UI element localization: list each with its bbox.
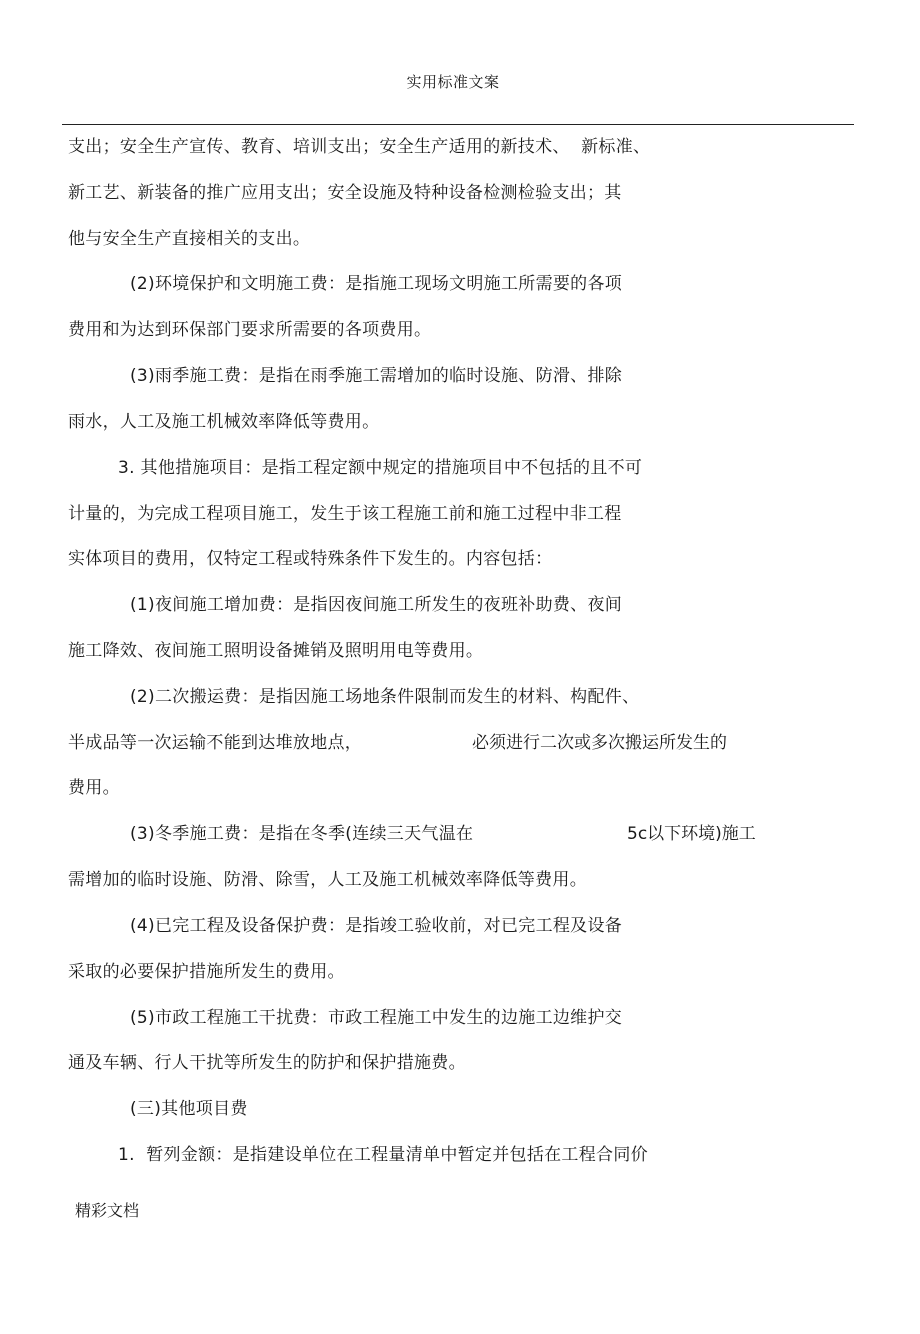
body-line-continuation: 必须进行二次或多次搬运所发生的 bbox=[472, 733, 727, 753]
body-line: (2)环境保护和文明施工费：是指施工现场文明施工所需要的各项 bbox=[130, 274, 623, 294]
body-line: 半成品等一次运输不能到达堆放地点， bbox=[68, 733, 363, 753]
body-line: 计量的，为完成工程项目施工，发生于该工程施工前和施工过程中非工程 bbox=[68, 504, 622, 524]
body-line: 需增加的临时设施、防滑、除雪，人工及施工机械效率降低等费用。 bbox=[68, 870, 587, 890]
body-line: (1)夜间施工增加费：是指因夜间施工所发生的夜班补助费、夜间 bbox=[130, 595, 623, 615]
body-line: 费用。 bbox=[68, 778, 120, 798]
page-header-title: 实用标准文案 bbox=[406, 73, 500, 91]
body-line: (4)已完工程及设备保护费：是指竣工验收前，对已完工程及设备 bbox=[130, 916, 623, 936]
body-line: 实体项目的费用，仅特定工程或特殊条件下发生的。内容包括： bbox=[68, 549, 553, 569]
page-footer: 精彩文档 bbox=[75, 1201, 140, 1220]
body-line: 他与安全生产直接相关的支出。 bbox=[68, 229, 311, 249]
body-line: 施工降效、夜间施工照明设备摊销及照明用电等费用。 bbox=[68, 641, 484, 661]
body-line: 通及车辆、行人干扰等所发生的防护和保护措施费。 bbox=[68, 1053, 466, 1073]
body-line: 支出；安全生产宣传、教育、培训支出；安全生产适用的新技术、 新标准、 bbox=[68, 137, 651, 157]
section-heading: (三)其他项目费 bbox=[130, 1099, 248, 1119]
body-line: 费用和为达到环保部门要求所需要的各项费用。 bbox=[68, 320, 432, 340]
body-line: 3. 其他措施项目：是指工程定额中规定的措施项目中不包括的且不可 bbox=[118, 458, 643, 478]
header-divider bbox=[62, 124, 854, 125]
body-line-continuation: 5c以下环境)施工 bbox=[627, 824, 756, 844]
body-line: 新工艺、新装备的推广应用支出；安全设施及特种设备检测检验支出；其 bbox=[68, 183, 622, 203]
body-line: (3)雨季施工费：是指在雨季施工需增加的临时设施、防滑、排除 bbox=[130, 366, 623, 386]
body-line: 雨水，人工及施工机械效率降低等费用。 bbox=[68, 412, 380, 432]
body-line: 1. 暂列金额：是指建设单位在工程量清单中暂定并包括在工程合同价 bbox=[118, 1145, 648, 1165]
body-line: 采取的必要保护措施所发生的费用。 bbox=[68, 962, 345, 982]
body-line: (2)二次搬运费：是指因施工场地条件限制而发生的材料、构配件、 bbox=[130, 687, 640, 707]
body-line: (3)冬季施工费：是指在冬季(连续三天气温在 bbox=[130, 824, 474, 844]
body-line: (5)市政工程施工干扰费：市政工程施工中发生的边施工边维护交 bbox=[130, 1008, 623, 1028]
